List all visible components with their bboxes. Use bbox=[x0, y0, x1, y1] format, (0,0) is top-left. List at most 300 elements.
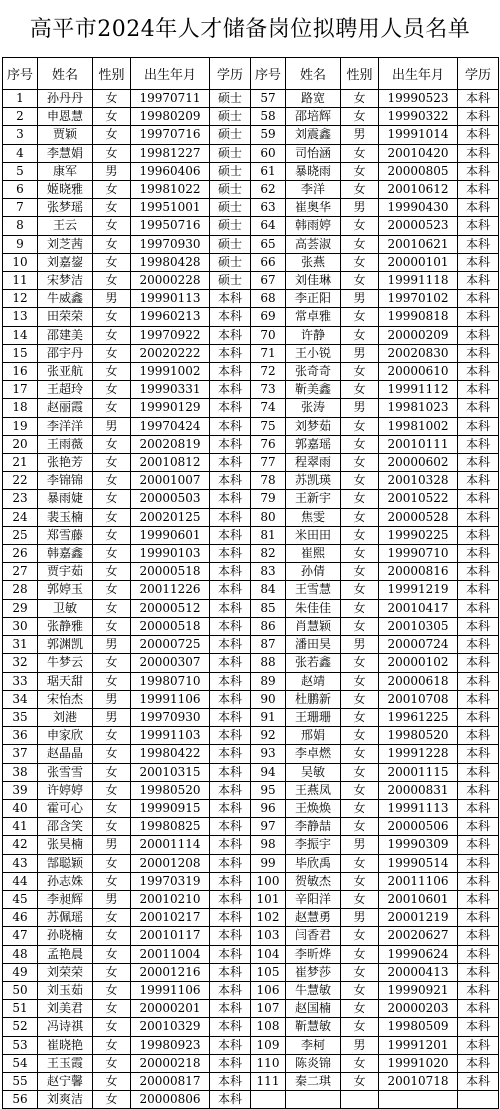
cell-id: 65 bbox=[251, 235, 286, 253]
cell-name bbox=[286, 1091, 341, 1109]
cell-degree: 硕士 bbox=[210, 272, 251, 290]
cell-name: 崔奥华 bbox=[286, 199, 341, 217]
cell-degree: 本科 bbox=[458, 836, 499, 854]
cell-gender: 女 bbox=[341, 581, 379, 599]
cell-id: 21 bbox=[3, 454, 38, 472]
cell-birth: 19990601 bbox=[131, 526, 210, 544]
cell-birth: 19990523 bbox=[379, 90, 458, 108]
cell-name: 韩雨婷 bbox=[286, 217, 341, 235]
table-row bbox=[3, 763, 499, 781]
cell-birth: 20000102 bbox=[379, 654, 458, 672]
cell-degree: 硕士 bbox=[210, 199, 251, 217]
cell-birth: 19991106 bbox=[131, 690, 210, 708]
table-row bbox=[3, 545, 499, 563]
cell-gender: 男 bbox=[93, 836, 131, 854]
cell-birth: 19980428 bbox=[131, 253, 210, 271]
cell-name: 牛威鑫 bbox=[38, 290, 93, 308]
table-row bbox=[3, 745, 499, 763]
cell-degree: 硕士 bbox=[210, 108, 251, 126]
cell-gender: 男 bbox=[93, 417, 131, 435]
cell-birth: 19980509 bbox=[379, 1018, 458, 1036]
cell-id: 89 bbox=[251, 672, 286, 690]
cell-degree: 本科 bbox=[210, 927, 251, 945]
cell-gender: 男 bbox=[93, 690, 131, 708]
cell-gender: 女 bbox=[341, 1054, 379, 1072]
cell-birth: 19970930 bbox=[131, 235, 210, 253]
cell-birth: 20010708 bbox=[379, 690, 458, 708]
cell-name: 冯诗祺 bbox=[38, 1018, 93, 1036]
cell-degree: 本科 bbox=[458, 1018, 499, 1036]
cell-degree: 本科 bbox=[210, 672, 251, 690]
cell-gender: 女 bbox=[93, 1000, 131, 1018]
table-row bbox=[3, 417, 499, 435]
cell-id: 6 bbox=[3, 181, 38, 199]
cell-gender: 女 bbox=[341, 272, 379, 290]
cell-degree: 本科 bbox=[458, 235, 499, 253]
cell-degree: 本科 bbox=[210, 381, 251, 399]
cell-birth: 19990225 bbox=[379, 526, 458, 544]
cell-gender: 女 bbox=[341, 963, 379, 981]
cell-gender: 女 bbox=[341, 417, 379, 435]
table-row bbox=[3, 727, 499, 745]
cell-name: 邢娟 bbox=[286, 727, 341, 745]
cell-degree: 本科 bbox=[210, 854, 251, 872]
cell-gender: 女 bbox=[341, 872, 379, 890]
cell-name: 崔晓艳 bbox=[38, 1036, 93, 1054]
table-row bbox=[3, 454, 499, 472]
cell-id: 34 bbox=[3, 690, 38, 708]
cell-birth: 20000724 bbox=[379, 636, 458, 654]
cell-birth: 19980825 bbox=[131, 818, 210, 836]
cell-name: 张艳芳 bbox=[38, 454, 93, 472]
cell-id: 75 bbox=[251, 417, 286, 435]
cell-id: 83 bbox=[251, 563, 286, 581]
cell-degree: 本科 bbox=[458, 963, 499, 981]
table-row bbox=[3, 599, 499, 617]
cell-id: 70 bbox=[251, 326, 286, 344]
cell-gender: 女 bbox=[93, 253, 131, 271]
cell-birth: 19990921 bbox=[379, 981, 458, 999]
cell-gender: 女 bbox=[341, 599, 379, 617]
cell-name: 刘芝茜 bbox=[38, 235, 93, 253]
cell-degree: 本科 bbox=[210, 1036, 251, 1054]
cell-gender: 女 bbox=[341, 799, 379, 817]
cell-name: 宋梦洁 bbox=[38, 272, 93, 290]
cell-gender: 女 bbox=[93, 654, 131, 672]
cell-id: 19 bbox=[3, 417, 38, 435]
cell-degree: 本科 bbox=[210, 545, 251, 563]
cell-name: 孙倩 bbox=[286, 563, 341, 581]
cell-id: 80 bbox=[251, 508, 286, 526]
cell-birth: 19970711 bbox=[131, 90, 210, 108]
table-body bbox=[3, 90, 499, 1109]
cell-birth: 19981023 bbox=[379, 399, 458, 417]
cell-degree: 本科 bbox=[210, 1018, 251, 1036]
cell-gender: 女 bbox=[341, 654, 379, 672]
cell-name: 吴敏 bbox=[286, 763, 341, 781]
cell-gender: 女 bbox=[93, 272, 131, 290]
cell-name: 肖慧颖 bbox=[286, 617, 341, 635]
cell-gender: 女 bbox=[93, 508, 131, 526]
cell-gender: 女 bbox=[341, 927, 379, 945]
table-row bbox=[3, 526, 499, 544]
table-row bbox=[3, 818, 499, 836]
cell-gender: 女 bbox=[341, 545, 379, 563]
cell-name: 郑雪藤 bbox=[38, 526, 93, 544]
table-row bbox=[3, 308, 499, 326]
cell-name: 米田田 bbox=[286, 526, 341, 544]
cell-id: 13 bbox=[3, 308, 38, 326]
table-row bbox=[3, 708, 499, 726]
cell-gender: 女 bbox=[341, 1000, 379, 1018]
cell-id: 71 bbox=[251, 344, 286, 362]
cell-name: 刘美君 bbox=[38, 1000, 93, 1018]
cell-degree: 本科 bbox=[458, 581, 499, 599]
cell-degree: 本科 bbox=[458, 417, 499, 435]
cell-name: 张燕 bbox=[286, 253, 341, 271]
cell-gender: 女 bbox=[341, 217, 379, 235]
cell-name: 郭嘉瑶 bbox=[286, 435, 341, 453]
cell-gender: 女 bbox=[341, 854, 379, 872]
cell-name: 邵培辉 bbox=[286, 108, 341, 126]
cell-degree: 本科 bbox=[458, 1072, 499, 1090]
cell-name: 王玉霞 bbox=[38, 1054, 93, 1072]
cell-birth: 20020830 bbox=[379, 344, 458, 362]
cell-birth: 19990514 bbox=[379, 854, 458, 872]
cell-birth: 20000503 bbox=[131, 490, 210, 508]
cell-birth: 19980422 bbox=[131, 745, 210, 763]
cell-name: 贺敏杰 bbox=[286, 872, 341, 890]
cell-id: 48 bbox=[3, 945, 38, 963]
cell-degree: 本科 bbox=[210, 745, 251, 763]
cell-name: 贾宇茹 bbox=[38, 563, 93, 581]
cell-id: 64 bbox=[251, 217, 286, 235]
cell-birth: 19990322 bbox=[379, 108, 458, 126]
cell-degree: 本科 bbox=[458, 144, 499, 162]
table-row bbox=[3, 181, 499, 199]
cell-id: 37 bbox=[3, 745, 38, 763]
cell-name: 刘梦茹 bbox=[286, 417, 341, 435]
cell-birth: 20011106 bbox=[379, 872, 458, 890]
cell-gender: 女 bbox=[93, 1054, 131, 1072]
cell-name: 赵宁馨 bbox=[38, 1072, 93, 1090]
cell-name: 许静 bbox=[286, 326, 341, 344]
cell-name: 贾颖 bbox=[38, 126, 93, 144]
table-row bbox=[3, 235, 499, 253]
cell-gender: 女 bbox=[341, 181, 379, 199]
cell-name: 赵靖 bbox=[286, 672, 341, 690]
cell-birth: 20000816 bbox=[379, 563, 458, 581]
cell-degree: 本科 bbox=[210, 435, 251, 453]
cell-name: 朱佳佳 bbox=[286, 599, 341, 617]
cell-name: 李昶辉 bbox=[38, 890, 93, 908]
cell-gender: 女 bbox=[341, 435, 379, 453]
cell-degree bbox=[458, 1091, 499, 1109]
cell-degree: 本科 bbox=[458, 563, 499, 581]
cell-id: 10 bbox=[3, 253, 38, 271]
cell-degree: 本科 bbox=[458, 818, 499, 836]
cell-birth: 19970319 bbox=[131, 872, 210, 890]
cell-birth: 19980710 bbox=[131, 672, 210, 690]
cell-id: 9 bbox=[3, 235, 38, 253]
table-row bbox=[3, 508, 499, 526]
cell-gender: 女 bbox=[341, 617, 379, 635]
cell-id: 17 bbox=[3, 381, 38, 399]
cell-id: 28 bbox=[3, 581, 38, 599]
cell-id: 74 bbox=[251, 399, 286, 417]
cell-id: 4 bbox=[3, 144, 38, 162]
cell-degree: 本科 bbox=[210, 654, 251, 672]
cell-id: 105 bbox=[251, 963, 286, 981]
cell-id: 30 bbox=[3, 617, 38, 635]
cell-degree: 本科 bbox=[458, 526, 499, 544]
cell-gender: 女 bbox=[93, 727, 131, 745]
cell-degree: 本科 bbox=[210, 1054, 251, 1072]
table-row bbox=[3, 199, 499, 217]
cell-gender: 女 bbox=[93, 945, 131, 963]
cell-gender: 女 bbox=[93, 472, 131, 490]
cell-degree: 本科 bbox=[458, 545, 499, 563]
cell-birth: 19961225 bbox=[379, 708, 458, 726]
cell-gender: 男 bbox=[341, 909, 379, 927]
cell-id: 47 bbox=[3, 927, 38, 945]
header-cell: 出生年月 bbox=[131, 58, 210, 90]
cell-gender: 女 bbox=[93, 308, 131, 326]
cell-birth: 20000307 bbox=[131, 654, 210, 672]
table-row bbox=[3, 126, 499, 144]
cell-gender: 女 bbox=[93, 381, 131, 399]
table-header-row bbox=[3, 58, 499, 90]
cell-gender: 女 bbox=[341, 508, 379, 526]
cell-birth: 20010111 bbox=[379, 435, 458, 453]
cell-degree: 本科 bbox=[210, 963, 251, 981]
cell-name: 路宽 bbox=[286, 90, 341, 108]
cell-id: 91 bbox=[251, 708, 286, 726]
cell-name: 司怡涵 bbox=[286, 144, 341, 162]
cell-name: 赵晶晶 bbox=[38, 745, 93, 763]
cell-id: 63 bbox=[251, 199, 286, 217]
cell-degree: 本科 bbox=[458, 1000, 499, 1018]
cell-gender: 女 bbox=[93, 326, 131, 344]
cell-degree: 本科 bbox=[458, 217, 499, 235]
cell-degree: 本科 bbox=[458, 854, 499, 872]
cell-gender: 女 bbox=[93, 781, 131, 799]
cell-name: 王超玲 bbox=[38, 381, 93, 399]
cell-degree: 本科 bbox=[458, 599, 499, 617]
cell-name: 王小锐 bbox=[286, 344, 341, 362]
table-row bbox=[3, 381, 499, 399]
cell-birth: 20011004 bbox=[131, 945, 210, 963]
cell-birth: 20010522 bbox=[379, 490, 458, 508]
cell-birth: 19991201 bbox=[379, 1036, 458, 1054]
cell-degree: 本科 bbox=[458, 745, 499, 763]
cell-id: 85 bbox=[251, 599, 286, 617]
table-row bbox=[3, 435, 499, 453]
cell-gender: 男 bbox=[341, 126, 379, 144]
cell-gender: 女 bbox=[93, 217, 131, 235]
cell-name: 李静喆 bbox=[286, 818, 341, 836]
cell-birth: 20000518 bbox=[131, 563, 210, 581]
cell-id: 98 bbox=[251, 836, 286, 854]
cell-gender: 女 bbox=[93, 144, 131, 162]
cell-name: 许婷婷 bbox=[38, 781, 93, 799]
cell-birth: 20000101 bbox=[379, 253, 458, 271]
cell-birth bbox=[379, 1091, 458, 1109]
cell-degree: 本科 bbox=[458, 1054, 499, 1072]
table-row bbox=[3, 981, 499, 999]
table-row bbox=[3, 272, 499, 290]
cell-id: 31 bbox=[3, 636, 38, 654]
cell-id: 29 bbox=[3, 599, 38, 617]
cell-gender: 女 bbox=[93, 963, 131, 981]
cell-degree: 本科 bbox=[458, 763, 499, 781]
table-row bbox=[3, 144, 499, 162]
cell-degree: 本科 bbox=[210, 1072, 251, 1090]
cell-birth: 20010210 bbox=[131, 890, 210, 908]
cell-id: 55 bbox=[3, 1072, 38, 1090]
cell-id: 73 bbox=[251, 381, 286, 399]
cell-degree: 硕士 bbox=[210, 181, 251, 199]
cell-id: 52 bbox=[3, 1018, 38, 1036]
cell-name: 陈炎锦 bbox=[286, 1054, 341, 1072]
cell-birth: 19951001 bbox=[131, 199, 210, 217]
header-cell: 序号 bbox=[251, 58, 286, 90]
cell-birth: 20001115 bbox=[379, 763, 458, 781]
cell-id: 82 bbox=[251, 545, 286, 563]
cell-gender: 男 bbox=[341, 1036, 379, 1054]
table-row bbox=[3, 1091, 499, 1109]
table-row bbox=[3, 781, 499, 799]
cell-birth: 19990331 bbox=[131, 381, 210, 399]
cell-birth: 20010328 bbox=[379, 472, 458, 490]
cell-birth: 20010315 bbox=[131, 763, 210, 781]
cell-name: 张亚航 bbox=[38, 363, 93, 381]
cell-birth: 19990113 bbox=[131, 290, 210, 308]
cell-degree: 本科 bbox=[210, 872, 251, 890]
cell-degree: 本科 bbox=[458, 490, 499, 508]
cell-gender: 女 bbox=[341, 563, 379, 581]
table-row bbox=[3, 108, 499, 126]
table-row bbox=[3, 1018, 499, 1036]
cell-id: 50 bbox=[3, 981, 38, 999]
table-row bbox=[3, 945, 499, 963]
cell-name: 苏佩瑶 bbox=[38, 909, 93, 927]
cell-name: 张若鑫 bbox=[286, 654, 341, 672]
cell-name: 李柯 bbox=[286, 1036, 341, 1054]
cell-gender: 女 bbox=[93, 545, 131, 563]
cell-id: 88 bbox=[251, 654, 286, 672]
cell-name: 卫敏 bbox=[38, 599, 93, 617]
cell-name: 毕欣禹 bbox=[286, 854, 341, 872]
cell-id: 7 bbox=[3, 199, 38, 217]
cell-name: 康军 bbox=[38, 162, 93, 180]
cell-name: 李振宇 bbox=[286, 836, 341, 854]
cell-name: 暴晓雨 bbox=[286, 162, 341, 180]
cell-gender: 女 bbox=[341, 781, 379, 799]
cell-birth: 20010417 bbox=[379, 599, 458, 617]
cell-birth: 20020222 bbox=[131, 344, 210, 362]
table-row bbox=[3, 363, 499, 381]
cell-gender: 女 bbox=[93, 90, 131, 108]
table-row bbox=[3, 1036, 499, 1054]
cell-birth: 19980520 bbox=[379, 727, 458, 745]
cell-gender: 女 bbox=[93, 799, 131, 817]
cell-name: 孙志姝 bbox=[38, 872, 93, 890]
cell-name: 郜聪颖 bbox=[38, 854, 93, 872]
cell-birth: 19960406 bbox=[131, 162, 210, 180]
cell-name: 靳慧敏 bbox=[286, 1018, 341, 1036]
cell-degree: 本科 bbox=[210, 636, 251, 654]
cell-birth: 19990103 bbox=[131, 545, 210, 563]
cell-name: 张昊楠 bbox=[38, 836, 93, 854]
cell-gender: 女 bbox=[341, 745, 379, 763]
cell-name: 潘田昊 bbox=[286, 636, 341, 654]
cell-id: 97 bbox=[251, 818, 286, 836]
cell-degree: 本科 bbox=[458, 272, 499, 290]
cell-degree: 本科 bbox=[458, 981, 499, 999]
cell-degree: 硕士 bbox=[210, 217, 251, 235]
cell-birth: 19990818 bbox=[379, 308, 458, 326]
cell-degree: 本科 bbox=[458, 363, 499, 381]
cell-degree: 硕士 bbox=[210, 126, 251, 144]
cell-birth: 20010601 bbox=[379, 890, 458, 908]
cell-name: 刘港 bbox=[38, 708, 93, 726]
cell-degree: 硕士 bbox=[210, 162, 251, 180]
cell-birth: 20020125 bbox=[131, 508, 210, 526]
cell-birth: 20010718 bbox=[379, 1072, 458, 1090]
cell-name: 刘爽洁 bbox=[38, 1091, 93, 1109]
header-cell: 姓名 bbox=[38, 58, 93, 90]
cell-birth: 19991014 bbox=[379, 126, 458, 144]
cell-degree: 本科 bbox=[210, 763, 251, 781]
cell-id: 2 bbox=[3, 108, 38, 126]
cell-gender: 女 bbox=[341, 108, 379, 126]
cell-gender: 女 bbox=[341, 945, 379, 963]
table-row bbox=[3, 217, 499, 235]
cell-id: 96 bbox=[251, 799, 286, 817]
cell-id: 61 bbox=[251, 162, 286, 180]
cell-name: 张梦瑶 bbox=[38, 199, 93, 217]
cell-id: 41 bbox=[3, 818, 38, 836]
cell-degree: 本科 bbox=[458, 1036, 499, 1054]
cell-degree: 本科 bbox=[458, 799, 499, 817]
cell-degree: 本科 bbox=[210, 799, 251, 817]
cell-name: 郭渊凯 bbox=[38, 636, 93, 654]
cell-birth: 19981022 bbox=[131, 181, 210, 199]
cell-birth: 20000602 bbox=[379, 454, 458, 472]
cell-degree: 硕士 bbox=[210, 235, 251, 253]
cell-degree: 本科 bbox=[210, 781, 251, 799]
cell-id: 11 bbox=[3, 272, 38, 290]
page-title: 高平市2024年人才储备岗位拟聘用人员名单 bbox=[29, 17, 471, 42]
cell-gender: 女 bbox=[93, 981, 131, 999]
cell-name: 王雨薇 bbox=[38, 435, 93, 453]
cell-birth: 19980209 bbox=[131, 108, 210, 126]
cell-id: 16 bbox=[3, 363, 38, 381]
cell-gender: 男 bbox=[341, 636, 379, 654]
cell-id: 49 bbox=[3, 963, 38, 981]
cell-degree: 本科 bbox=[458, 399, 499, 417]
cell-name: 刘荣荣 bbox=[38, 963, 93, 981]
cell-birth: 20000209 bbox=[379, 326, 458, 344]
cell-gender: 女 bbox=[93, 927, 131, 945]
cell-id: 26 bbox=[3, 545, 38, 563]
header-cell: 出生年月 bbox=[379, 58, 458, 90]
cell-degree: 本科 bbox=[458, 454, 499, 472]
cell-birth: 19991112 bbox=[379, 381, 458, 399]
cell-birth: 20000806 bbox=[131, 1091, 210, 1109]
table-row bbox=[3, 490, 499, 508]
